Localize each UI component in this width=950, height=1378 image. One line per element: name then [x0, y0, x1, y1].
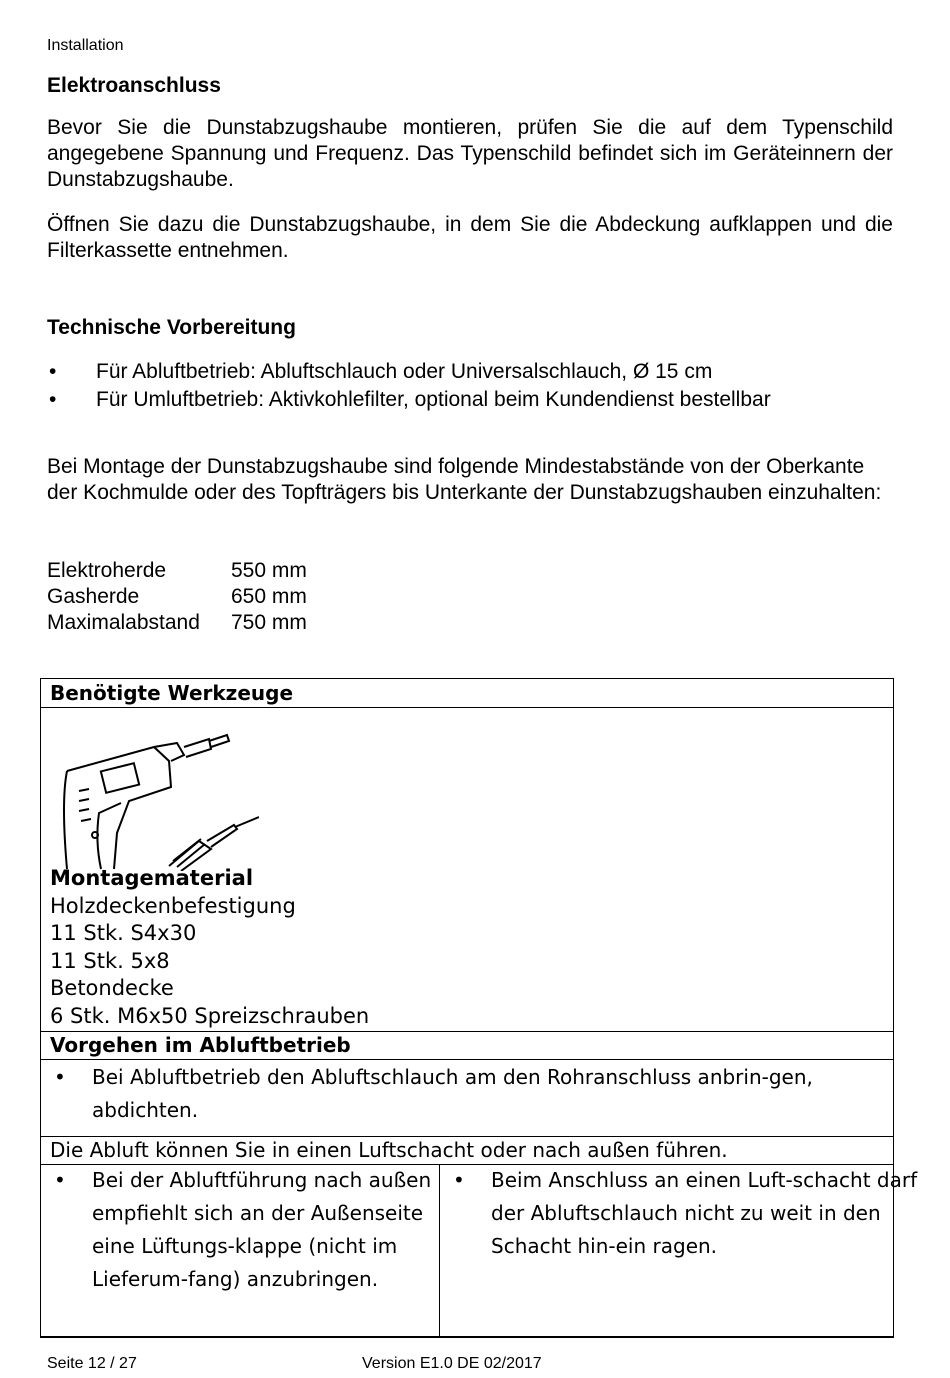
distance-label: Maximalabstand [47, 611, 200, 634]
column-divider [439, 1164, 440, 1336]
material-title: Montagematerial [50, 866, 254, 890]
procedure-step [41, 1059, 893, 1137]
paragraph-oeffnen: Öffnen Sie dazu die Dunstabzugshaube, in dem Sie die Abdeckung aufklappen und die Filterkassette entnehmen. [47, 213, 893, 262]
bullet-icon: • [49, 388, 57, 411]
distance-row [47, 584, 307, 610]
bullet-icon: • [49, 360, 57, 383]
list-item-text: Für Abluftbetrieb: Abluftschlauch oder Universalschlauch, Ø 15 cm [96, 360, 713, 383]
material-line: 11 Stk. 5x8 [50, 948, 170, 973]
heading-elektroanschluss: Elektroanschluss [47, 74, 221, 97]
paragraph-mindestabstaende: Bei Montage der Dunstabzugshaube sind folgende Mindestabstände von der Oberkante der Kochmulde oder des Topfträgers bis Unterkante der Dunstabzugshauben einzuhalten: [47, 455, 882, 504]
list-item [47, 358, 893, 386]
outside-exhaust-text: Bei der Abluftführung nach außen empfiehlt sich an der Außenseite eine Lüftungs-klappe (nicht im Lieferum-fang) anzubringen. [92, 1168, 432, 1291]
drill-icon [64, 735, 229, 869]
shaft-exhaust-text: Beim Anschluss an einen Luft-schacht darf der Abluftschlauch nicht zu weit in den Schacht hin-ein ragen. [491, 1168, 918, 1258]
distance-value: 650 mm [231, 585, 307, 608]
outside-exhaust-bullet [50, 1164, 472, 1336]
installation-box [40, 678, 918, 1338]
distance-row [47, 610, 307, 636]
list-item [47, 386, 893, 414]
list-item-text: Für Umluftbetrieb: Aktivkohlefilter, optional beim Kundendienst bestellbar [96, 388, 771, 411]
material-line: Holzdeckenbefestigung [50, 893, 296, 918]
shaft-exhaust-bullet [449, 1164, 921, 1336]
section-header: Installation [47, 37, 124, 54]
distance-row [47, 558, 307, 584]
exhaust-note-row [41, 1136, 893, 1165]
bullet-icon: • [453, 1168, 465, 1192]
procedure-title: Vorgehen im Abluftbetrieb [50, 1033, 351, 1057]
preparation-list [47, 358, 893, 414]
tools-title: Benötigte Werkzeuge [50, 681, 294, 705]
distance-label: Elektroherde [47, 559, 167, 582]
distance-label: Gasherde [47, 585, 140, 608]
distance-value: 550 mm [231, 559, 307, 582]
procedure-bullet-text: Bei Abluftbetrieb den Abluftschlauch am den Rohranschluss anbrin-gen, abdichten. [92, 1065, 813, 1122]
paragraph-typenschild: Bevor Sie die Dunstabzugshaube montieren, prüfen Sie die auf dem Typenschild angegebene Spannung und Frequenz. Das Typenschild befindet sich im Geräteinnern der Dunstabzugshaube. [47, 116, 893, 191]
version-info: Version E1.0 DE 02/2017 [362, 1355, 542, 1372]
distance-table [47, 558, 307, 636]
tools-header [41, 679, 893, 708]
material-line: Betondecke [50, 976, 174, 1000]
exhaust-note: Die Abluft können Sie in einen Luftschacht oder nach außen führen. [50, 1138, 728, 1162]
material-line: 6 Stk. M6x50 Spreizschrauben [50, 1003, 370, 1028]
material-line: 11 Stk. S4x30 [50, 921, 197, 945]
bullet-icon: • [54, 1065, 66, 1089]
exhaust-options [41, 1164, 918, 1337]
heading-technische-vorbereitung: Technische Vorbereitung [47, 316, 296, 339]
material-list [50, 865, 369, 1030]
page-number: Seite 12 / 27 [47, 1355, 137, 1372]
tools-illustration [59, 731, 259, 871]
bullet-icon: • [54, 1168, 66, 1192]
tools-material-section [41, 707, 893, 1032]
procedure-bullet [50, 1061, 912, 1127]
distance-value: 750 mm [231, 611, 307, 634]
procedure-header [41, 1031, 893, 1060]
screwdriver-icon [169, 817, 259, 871]
